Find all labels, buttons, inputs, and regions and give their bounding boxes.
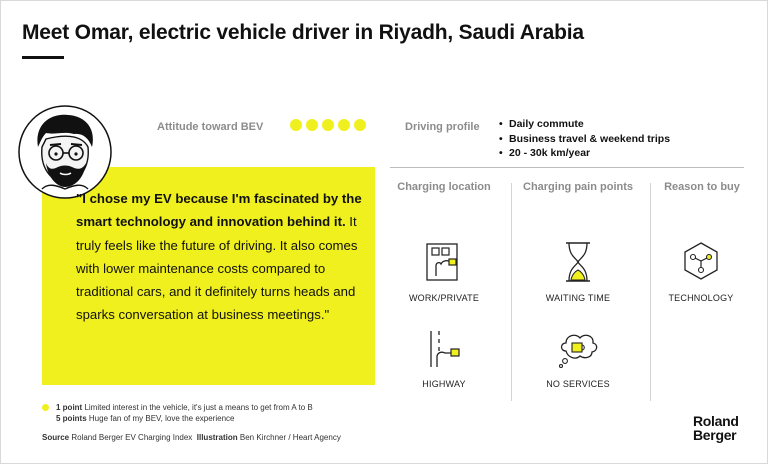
quote-rest: It truly feels like the future of driving. It also comes with lower maintenance costs compared to traditional cars, and it definitely turns heads and sparks conversation at business meetings." [76, 214, 358, 323]
rating-dot [290, 119, 302, 131]
divider [390, 167, 744, 168]
roland-berger-logo [693, 414, 739, 442]
list-item: • Daily commute [499, 117, 670, 132]
hourglass-icon [562, 240, 594, 284]
column-divider [511, 183, 512, 401]
reason-to-buy-heading: Reason to buy [664, 181, 740, 193]
waiting-time-label: WAITING TIME [545, 293, 611, 303]
legend-row-5 [42, 413, 313, 424]
logo-line-2: Berger [693, 427, 737, 443]
driver-quote [76, 187, 376, 327]
technology-label: TECHNOLOGY [668, 293, 734, 303]
charging-location-heading: Charging location [397, 181, 491, 193]
legend-row-1 [42, 402, 313, 413]
coffee-thought-icon [556, 329, 600, 369]
source-label: Source [42, 433, 70, 442]
source-text: Roland Berger EV Charging Index [69, 433, 193, 442]
driving-profile-list [499, 117, 670, 161]
attitude-label: Attitude toward BEV [157, 121, 264, 133]
rating-dot [354, 119, 366, 131]
legend-1-bold: 1 point [56, 403, 83, 412]
quote-bold-part: "I chose my EV because I'm fascinated by the smart technology and innovation behind it. [76, 191, 362, 230]
column-divider [650, 183, 651, 401]
legend-5-text: Huge fan of my BEV, love the experience [86, 414, 235, 423]
source-credit [42, 433, 341, 442]
rating-dot [306, 119, 318, 131]
highway-label: HIGHWAY [422, 379, 466, 389]
no-services-label: NO SERVICES [546, 379, 610, 389]
attitude-rating-dots [290, 119, 366, 131]
work-private-label: WORK/PRIVATE [408, 293, 480, 303]
rating-dot [322, 119, 334, 131]
rating-dot [338, 119, 350, 131]
legend-5-bold: 5 points [56, 414, 87, 423]
highway-charger-icon [423, 327, 465, 369]
illustration-text: Ben Kirchner / Heart Agency [237, 433, 341, 442]
title-underline [22, 56, 64, 59]
rating-legend [42, 402, 313, 424]
logo-line-1: Roland [693, 413, 739, 429]
legend-1-text: Limited interest in the vehicle, it's just a means to get from A to B [82, 403, 313, 412]
illustration-label: Illustration [196, 433, 238, 442]
list-item: • Business travel & weekend trips [499, 132, 670, 147]
list-item: • 20 - 30k km/year [499, 146, 670, 161]
technology-cube-icon [680, 240, 722, 282]
ev-charger-station-icon [421, 240, 463, 282]
legend-dot [42, 404, 49, 411]
charging-pain-points-heading: Charging pain points [523, 181, 633, 193]
driving-profile-label: Driving profile [405, 121, 480, 133]
page-title: Meet Omar, electric vehicle driver in Riyadh, Saudi Arabia [22, 21, 584, 44]
